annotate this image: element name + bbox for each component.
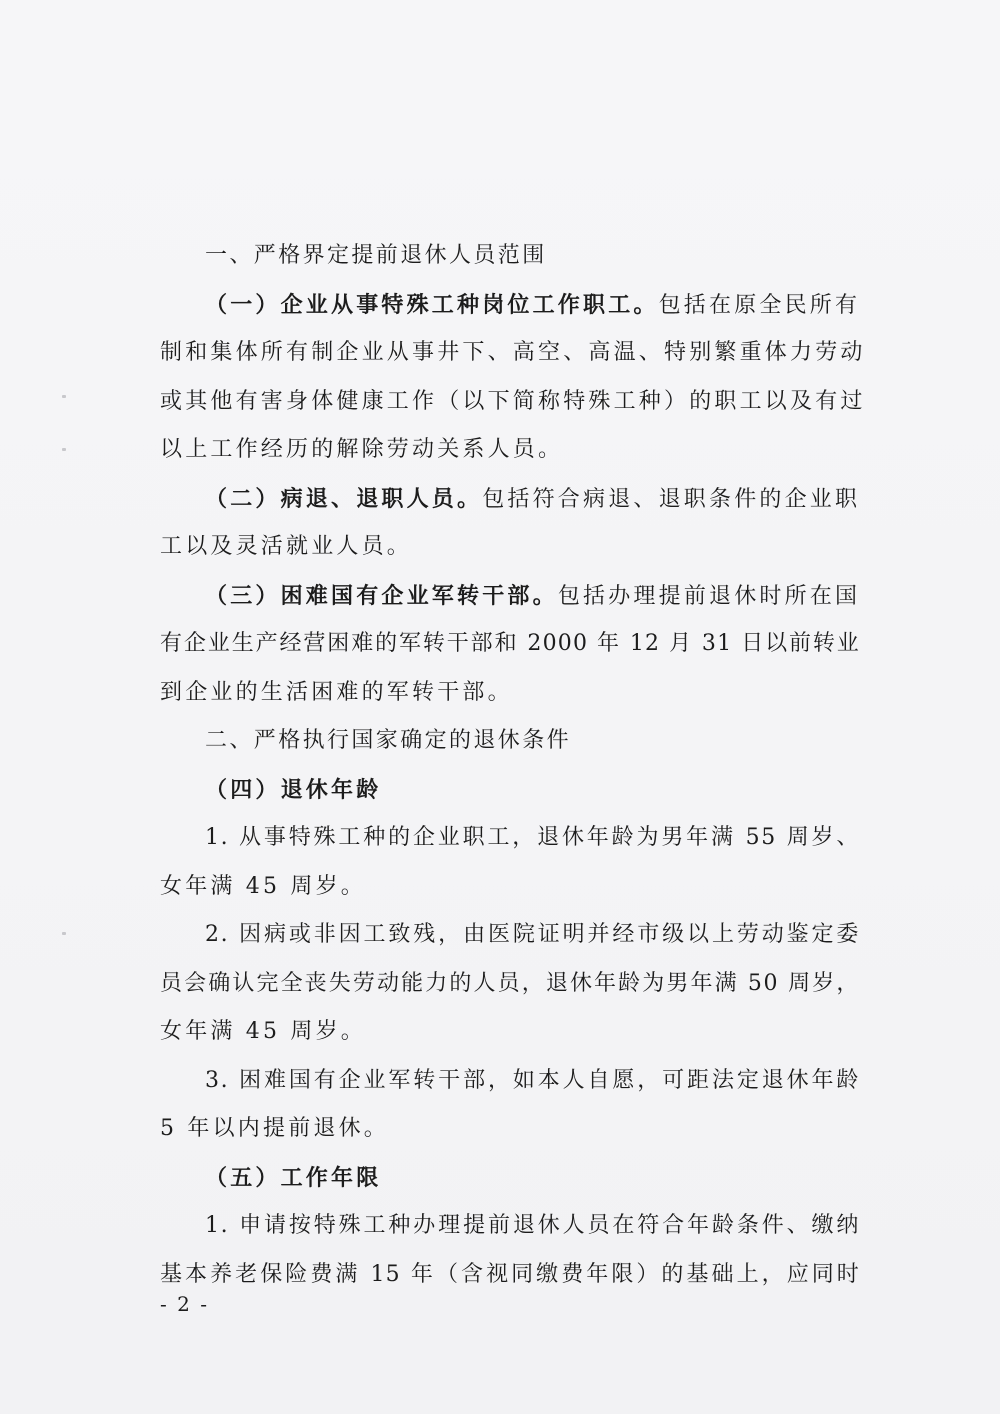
paragraph-line: 1. 从事特殊工种的企业职工，退休年龄为男年满 55 周岁、 xyxy=(205,825,860,850)
paragraph-line: 或其他有害身体健康工作（以下简称特殊工种）的职工以及有过 xyxy=(160,388,866,414)
paragraph-item-1-first xyxy=(160,281,860,330)
item-4-title: （四）退休年龄 xyxy=(205,776,382,803)
item-1-title: （一）企业从事特殊工种岗位工作职工。 xyxy=(205,291,659,318)
scan-mark xyxy=(62,932,66,935)
paragraph-line: 2. 因病或非因工致残，由医院证明并经市级以上劳动鉴定委 xyxy=(205,922,860,947)
item-2-title: （二）病退、退职人员。 xyxy=(205,485,483,512)
paragraph-line: 1. 申请按特殊工种办理提前退休人员在符合年龄条件、缴纳 xyxy=(205,1213,860,1238)
paragraph-item-3-first xyxy=(160,572,860,621)
section-heading-2: 二、严格执行国家确定的退休条件 xyxy=(205,728,572,753)
section-heading-1: 一、严格界定提前退休人员范围 xyxy=(205,243,547,268)
paragraph-line: 员会确认完全丧失劳动能力的人员，退休年龄为男年满 50 周岁， xyxy=(160,970,860,996)
paragraph-line: 基本养老保险费满 15 年（含视同缴费年限）的基础上，应同时 xyxy=(160,1261,860,1287)
paragraph-line: 制和集体所有制企业从事井下、高空、高温、特别繁重体力劳动 xyxy=(160,340,866,365)
paragraph-line: 工以及灵活就业人员。 xyxy=(160,534,413,559)
item-3-text: 包括办理提前退休时所在国 xyxy=(557,583,861,609)
document-body xyxy=(160,232,866,1299)
page-number: - 2 - xyxy=(160,1292,209,1316)
paragraph-item-2-first xyxy=(160,475,860,524)
item-5-title: （五）工作年限 xyxy=(205,1164,382,1191)
scan-mark xyxy=(62,395,66,398)
item-3-title: （三）困难国有企业军转干部。 xyxy=(205,582,558,609)
paragraph-line: 有企业生产经营困难的军转干部和 2000 年 12 月 31 日以前转业 xyxy=(160,631,860,656)
paragraph-line: 女年满 45 周岁。 xyxy=(160,873,366,899)
paragraph-line: 以上工作经历的解除劳动关系人员。 xyxy=(160,437,564,462)
item-1-text: 包括在原全民所有 xyxy=(658,292,861,318)
scan-mark xyxy=(62,448,66,451)
paragraph-line: 3. 困难国有企业军转干部，如本人自愿，可距法定退休年龄 xyxy=(205,1067,860,1093)
paragraph-line: 5 年以内提前退休。 xyxy=(160,1116,389,1141)
paragraph-line: 女年满 45 周岁。 xyxy=(160,1019,366,1044)
paragraph-line: 到企业的生活困难的军转干部。 xyxy=(160,679,513,705)
item-2-text: 包括符合病退、退职条件的企业职 xyxy=(482,486,861,512)
